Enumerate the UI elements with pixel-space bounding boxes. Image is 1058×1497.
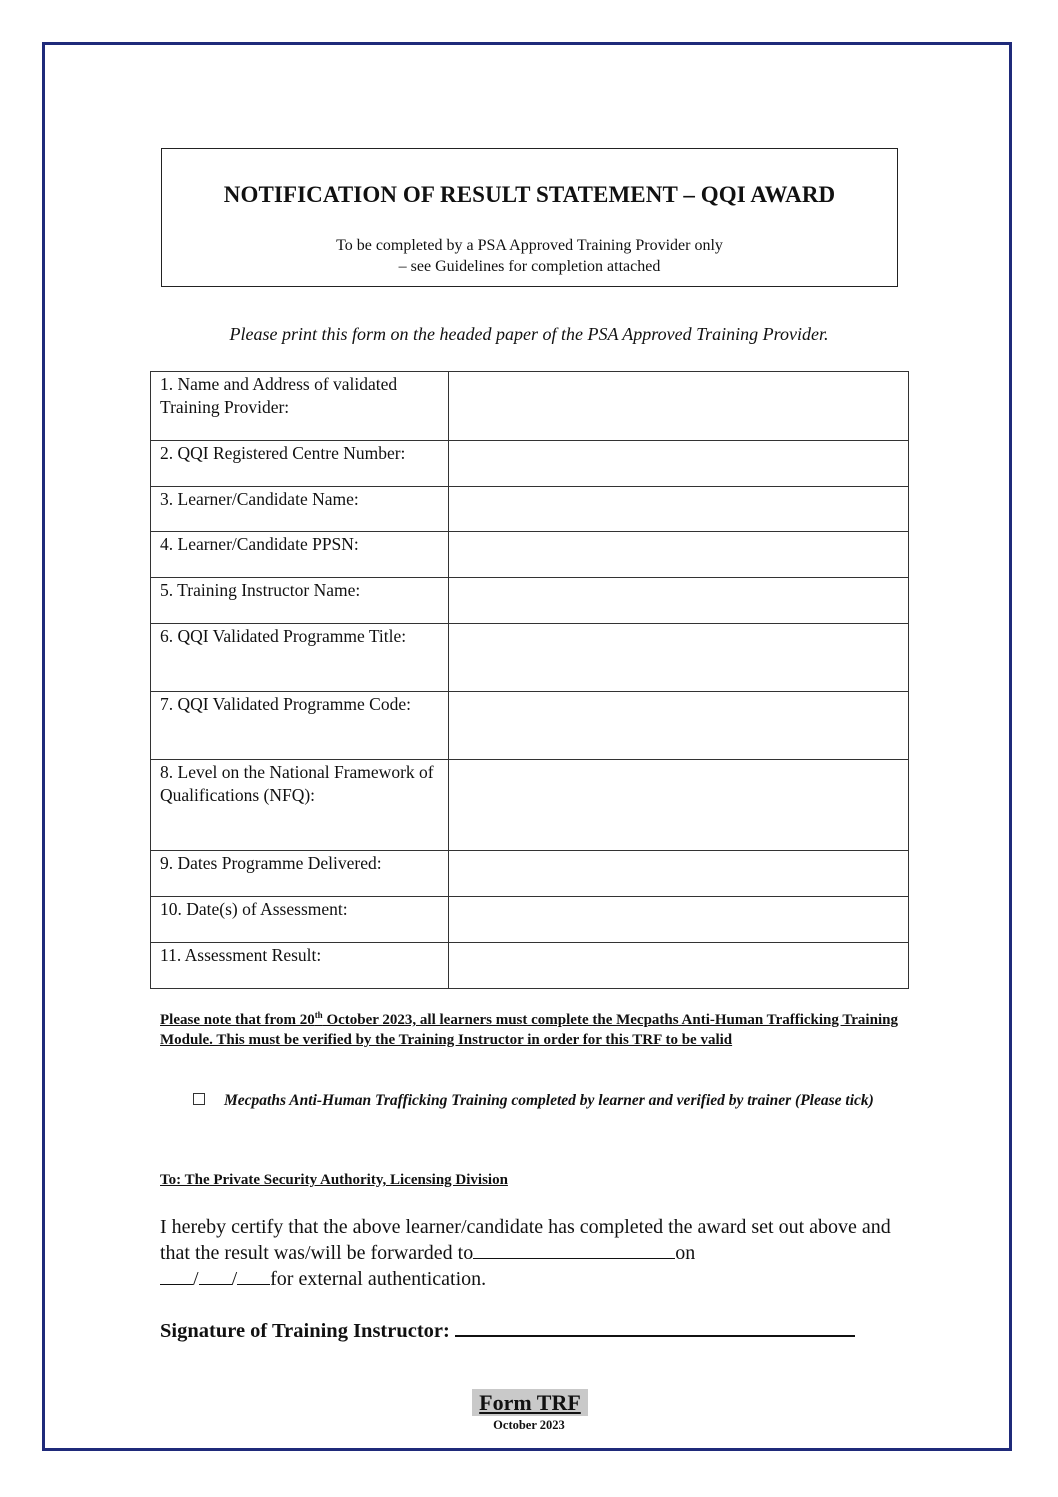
table-row	[151, 943, 909, 989]
print-instruction: Please print this form on the headed paper of the PSA Approved Training Provider.	[229, 324, 829, 344]
field-value-dates-delivered[interactable]	[449, 851, 909, 897]
training-checkbox[interactable]	[193, 1093, 205, 1105]
table-row	[151, 441, 909, 487]
date-separator: /	[231, 1268, 238, 1290]
table-row	[151, 487, 909, 532]
training-notice	[160, 1010, 900, 1050]
field-label: 1. Name and Address of validated Training Provider:	[151, 372, 449, 441]
table-row	[151, 851, 909, 897]
table-row	[151, 578, 909, 624]
subtitle-line-2: – see Guidelines for completion attached	[398, 258, 661, 275]
field-value-assessment-dates[interactable]	[449, 897, 909, 943]
notice-text-start: Please note that from 20	[160, 1012, 315, 1028]
training-checkbox-label: Mecpaths Anti-Human Trafficking Training completed by learner and verified by trainer (Please tick)	[224, 1092, 874, 1109]
forwarded-to-blank[interactable]	[473, 1240, 675, 1259]
field-label: 7. QQI Validated Programme Code:	[151, 692, 449, 760]
signature-label: Signature of Training Instructor:	[160, 1320, 450, 1342]
subtitle-line-1: To be completed by a PSA Approved Training Provider only	[336, 237, 723, 254]
date-month-blank[interactable]	[199, 1266, 232, 1285]
field-label: 10. Date(s) of Assessment:	[151, 897, 449, 943]
form-version-date: October 2023	[493, 1418, 565, 1432]
title-box	[161, 148, 898, 287]
date-year-blank[interactable]	[237, 1266, 270, 1285]
table-row	[151, 760, 909, 851]
date-separator: /	[193, 1268, 199, 1290]
field-value-programme-code[interactable]	[449, 692, 909, 760]
table-row	[151, 897, 909, 943]
form-subtitle	[162, 235, 897, 277]
field-label: 5. Training Instructor Name:	[151, 578, 449, 624]
field-value-learner-name[interactable]	[449, 487, 909, 532]
details-table	[150, 371, 909, 989]
field-label: 11. Assessment Result:	[151, 943, 449, 989]
table-row	[151, 372, 909, 441]
certification-statement	[160, 1215, 900, 1292]
field-label: 8. Level on the National Framework of Qualifications (NFQ):	[151, 760, 449, 851]
table-row	[151, 532, 909, 578]
notice-superscript: th	[314, 1010, 323, 1020]
field-value-instructor[interactable]	[449, 578, 909, 624]
certify-text-end: for external authentication.	[270, 1268, 487, 1290]
field-value-ppsn[interactable]	[449, 532, 909, 578]
form-title: NOTIFICATION OF RESULT STATEMENT – QQI AWARD	[223, 182, 836, 207]
table-row	[151, 624, 909, 692]
field-label: 6. QQI Validated Programme Title:	[151, 624, 449, 692]
field-value-assessment-result[interactable]	[449, 943, 909, 989]
field-label: 2. QQI Registered Centre Number:	[151, 441, 449, 487]
field-value-centre-number[interactable]	[449, 441, 909, 487]
field-label: 9. Dates Programme Delivered:	[151, 851, 449, 897]
certify-text-start: I hereby certify that the above learner/candidate has completed the award set out above and that the result was/will be forwarded to	[160, 1216, 891, 1264]
table-row	[151, 692, 909, 760]
recipient-line: To: The Private Security Authority, Licensing Division	[160, 1172, 508, 1188]
field-value-nfq-level[interactable]	[449, 760, 909, 851]
field-value-provider[interactable]	[449, 372, 909, 441]
notice-text-end: October 2023, all learners must complete the Mecpaths Anti-Human Trafficking Training Module. This must be verified by the Training Instructor in order for this TRF to be valid	[160, 1012, 898, 1048]
certify-text-on: on	[675, 1242, 696, 1264]
field-label: 4. Learner/Candidate PPSN:	[151, 532, 449, 578]
date-day-blank[interactable]	[160, 1266, 193, 1285]
form-id-label: Form TRF	[472, 1389, 588, 1416]
field-label: 3. Learner/Candidate Name:	[151, 487, 449, 532]
field-value-programme-title[interactable]	[449, 624, 909, 692]
signature-row	[160, 1315, 855, 1343]
signature-line[interactable]	[455, 1315, 855, 1337]
